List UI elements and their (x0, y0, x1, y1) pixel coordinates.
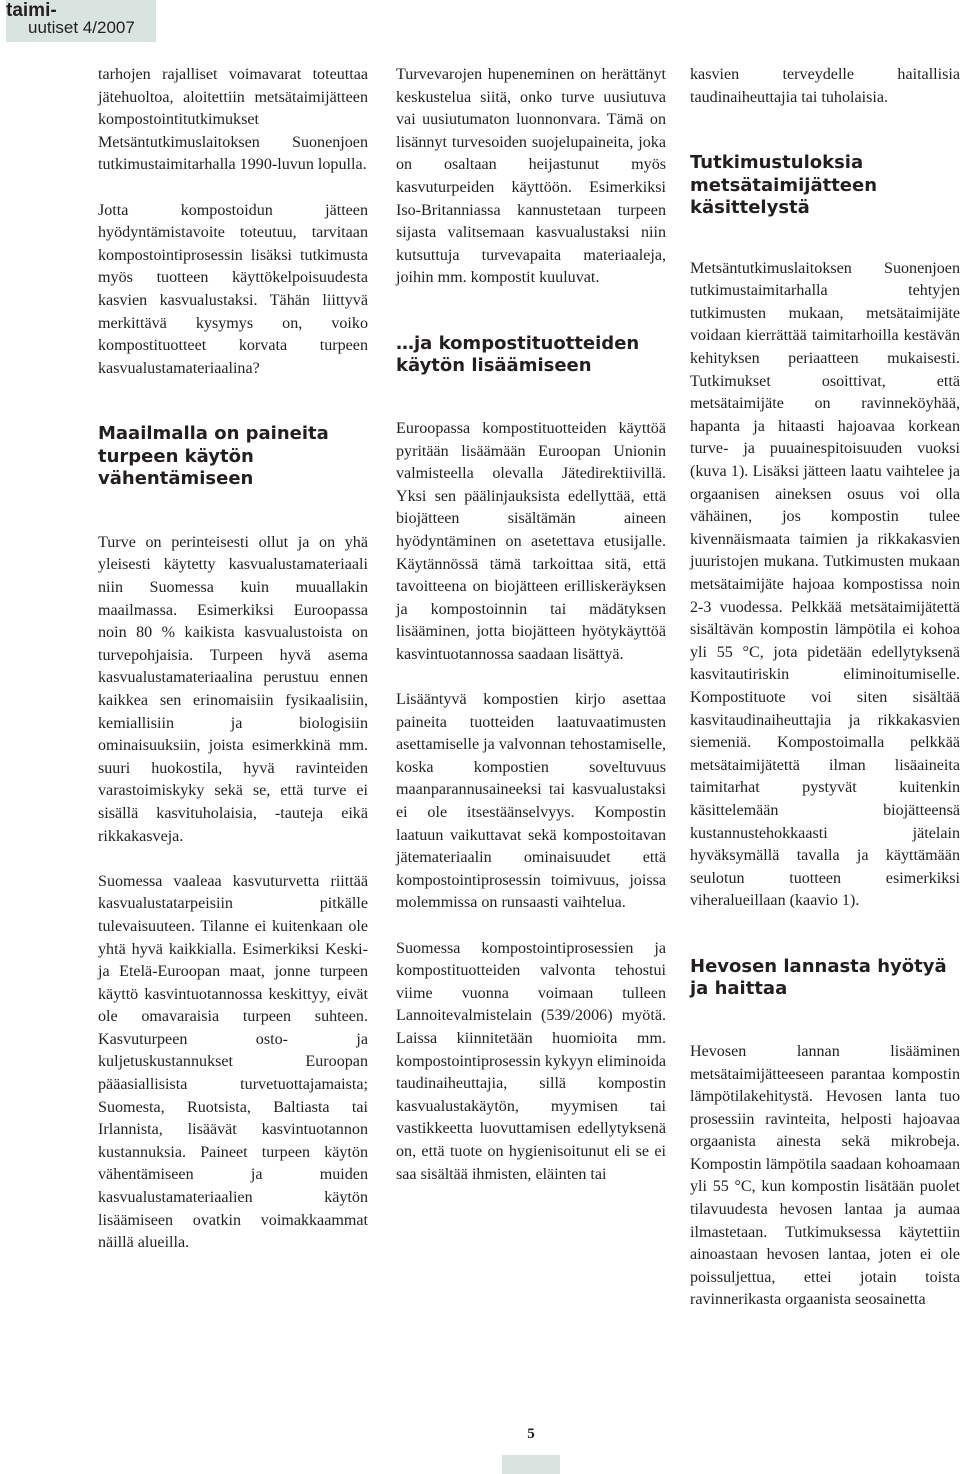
col3-heading-1: Tutkimustuloksia metsätaimijätteen käsittelystä (690, 152, 878, 219)
col3-heading-2: Hevosen lannasta hyötyä ja haittaa (690, 955, 947, 1000)
col2-paragraph-4: Suomessa kompostointiprosessien ja kompostituotteiden valvonta tehostui viime vuonna voimaan tulleen Lannoitevalmistelain (539/2006) myötä. Laissa kiinnitetään huomioita mm. kompostointiprosessin kykyyn eliminoida taudinaiheuttajia, sillä kompostin kasvualustakäytön, myymisen tai vastikkeetta luovuttamisen edellytyksenä on, että tuote on hygienisoitunut eli se ei saa sisältää ihmisten, eläinten tai (396, 939, 667, 1183)
column-1 (98, 64, 368, 1255)
masthead-issue: uutiset 4/2007 (28, 18, 135, 37)
col3-paragraph-2: Metsäntutkimuslaitoksen Suonenjoen tutkimustaimitarhalla tehtyjen tutkimusten mukaan, metsätaimijäte voidaan kierrättää taimitarhoilla kestävän kehityksen periaatteen mukaisesti. Tutkimukset osoittivat, että metsätaimijäte on ravinneköyhää, hapanta ja hitaasti hajoavaa korkean turve- ja puuainespitoisuuden vuoksi (kuva 1). Lisäksi jätteen laatu vaihtelee ja orgaanisen aineksen osuus voi olla vähäinen, jos kompostin tulee kivennäismaata taimien ja rikkakasvien juuristojen mukana. Tutkimusten mukaan metsätaimijäte hajoaa kompostissa noin 2-3 vuodessa. Pelkkää metsätaimijätettä sisältävän kompostin lämpötila ei kohoa yli 55 °C, jota pidetään edellytyksenä kasvitautiriskin eliminoitumiselle. Kompostituote voi siten sisältää kasvitaudinaiheuttajia ja rikkakasvien siemeniä. Kompostoimalla pelkkää metsätaimijätettä ilman lisäaineita taimitarhat pystyvät kuitenkin käsittelemään biojätteensä kustannustehokkaasti jätelain hyväksymällä tavalla ja käyttämään seulotun tuotteen esimerkiksi viheralueillaan (kaavio 1). (690, 259, 960, 910)
page-number-tint-bar (502, 1455, 560, 1474)
column-3 (690, 64, 960, 1312)
col1-paragraph-3: Turve on perinteisesti ollut ja on yhä yleisesti käytetty kasvualustamateriaali niin Suomessa kuin muuallakin maailmassa. Esimerkiksi Euroopassa noin 80 % kaikista kasvualustoista on turvepohjaisia. Turpeen hyvä asema kasvualustamateriaalina perustuu ennen kaikkea sen erinomaisiin fysikaalisiin, kemiallisiin ja biologisiin ominaisuuksiin, joista esimerkkinä mm. suuri huokostila, hyvä ravinteiden varastoimiskyky sekä se, että turve ei sisällä kasvituholaisia, -tauteja eikä rikkakasveja. (98, 533, 368, 845)
col1-paragraph-1: tarhojen rajalliset voimavarat toteuttaa jätehuoltoa, aloitettiin metsätaimijätteen kompostointitutkimukset Metsäntutkimuslaitoksen Suonenjoen tutkimustaimitarhalla 1990-luvun lopulla. (98, 66, 368, 174)
col2-heading: …ja kompostituotteiden käytön lisäämiseen (396, 332, 640, 377)
col2-paragraph-2: Euroopassa kompostituotteiden käyttöä pyritään lisäämään Euroopan Unionin valmisteella olevalla Jätedirektiivillä. Yksi sen päälinjauksista edellyttää, että biojätteen sisältämän aineen hyödyntäminen on asetettava etusijalle. Käytännössä tämä tarkoittaa sitä, että tavoitteena on biojätteen erilliskeräyksen ja kompostoinnin tai mädätyksen lisääminen, jotta biojätteen hyötykäyttöä kasvintuotannossa saadaan lisättyä. (396, 419, 666, 663)
page-number: 5 (527, 1426, 535, 1442)
col2-paragraph-3: Lisääntyvä kompostien kirjo asettaa paineita tuotteiden laatuvaatimusten asettamiselle ja valvonnan tehostamiselle, koska kompostien soveltuvuus maanparannusaineeksi tai kasvualustaksi ei ole itsestäänselvyys. Kompostin laatuun vaikuttavat sekä kompostoitavan jätemateriaalin ominaisuudet että kompostointiprosessin toimivuus, joissa molemmissa on runsaasti vaihtelua. (396, 691, 666, 912)
col3-paragraph-3: Hevosen lannan lisääminen metsätaimijätteeseen parantaa kompostin lämpötilakehitystä. Hevosen lanta tuo prosessiin ravinteita, helposti hajoavaa orgaanista ainesta sekä mikrobeja. Kompostin lämpötila saadaan kohoamaan yli 55 °C, kun kompostin lisätään puolet tilavuudesta hevosen lantaa ja aumaa ilmastetaan. Tutkimuksessa käytettiin ainoastaan hevosen lantaa, joten ei ole poissuljettua, ettei jotain toista ravinnerikasta orgaanista seosainetta (690, 1042, 960, 1309)
col1-paragraph-2: Jotta kompostoidun jätteen hyödyntämistavoite toteutuu, tarvitaan kompostointiprosessin lisäksi tutkimusta myös tuotteen käyttökelpoisuudesta kasvien kasvualustaksi. Tähän liittyvä merkittävä kysymys on, voiko kompostituotteet korvata turpeen kasvualustamateriaalina? (98, 201, 368, 377)
col2-paragraph-1: Turvevarojen hupeneminen on herättänyt keskustelua siitä, onko turve uusiutuva vai uusiutumaton luonnonvara. Tämä on lisännyt turvesoiden suojelupaineita, joka on osaltaan heijastunut myös kasvuturpeiden käyttöön. Esimerkiksi Iso-Britanniassa kannustetaan turpeen sijasta valitsemaan kasvualustaksi niin kutsuttuja turvevapaita materiaaleja, joihin mm. kompostit kuuluvat. (396, 66, 666, 287)
masthead-title: taimi- (6, 0, 57, 21)
column-2 (396, 64, 666, 1186)
col3-paragraph-1: kasvien terveydelle haitallisia taudinaiheuttajia tai tuholaisia. (690, 66, 960, 106)
col1-paragraph-4: Suomessa vaaleaa kasvuturvetta riittää kasvualustatarpeisiin pitkälle tulevaisuuteen. Tilanne ei kuitenkaan ole yhtä hyvä kaikkialla. Esimerkiksi Keski- ja Etelä-Euroopan maat, jonne turpeen käyttö kasvintuotannossa keskittyy, eivät ole omavaraisia turpeen suhteen. Kasvuturpeen osto- ja kuljetuskustannukset Euroopan pääasiallisista turvetuottajamaista; Suomesta, Ruotsista, Baltiasta tai Irlannista, lisäävät kasvintuotannon kustannuksia. Paineet turpeen käytön vähentämiseen ja muiden kasvualustamateriaalien käytön lisäämiseen ovatkin voimakkaammat näillä alueilla. (98, 872, 368, 1252)
col1-heading: Maailmalla on paineita turpeen käytön vähentämiseen (98, 423, 329, 490)
